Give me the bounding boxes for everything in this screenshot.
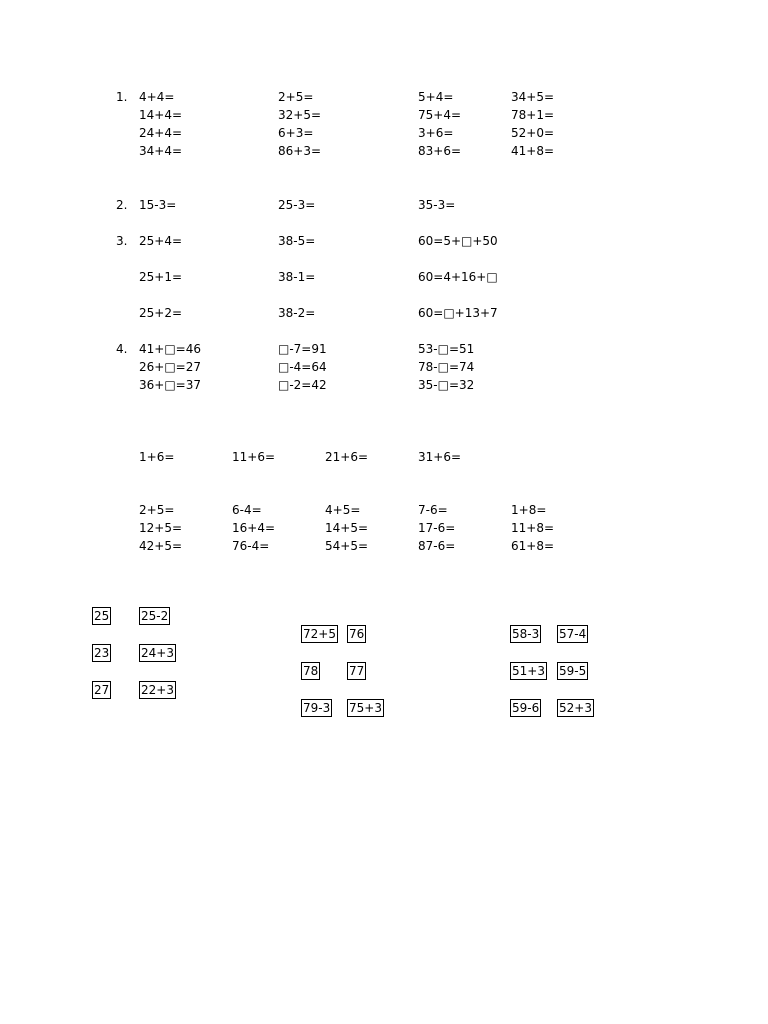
problem: 60=5+□+50 xyxy=(418,234,498,248)
problem: 25+1= xyxy=(139,270,183,284)
problem: 42+5= xyxy=(139,539,183,553)
section-3-number: 3. xyxy=(116,234,128,248)
problem: 32+5= xyxy=(278,108,322,122)
match-box: 57-4 xyxy=(559,627,587,641)
problem: 21+6= xyxy=(325,450,369,464)
problem: 60=4+16+□ xyxy=(418,270,498,284)
section-2-number: 2. xyxy=(116,198,128,212)
problem: 54+5= xyxy=(325,539,369,553)
problem: 36+□=37 xyxy=(139,378,201,392)
problem: 60=□+13+7 xyxy=(418,306,498,320)
problem: 34+5= xyxy=(511,90,555,104)
match-box: 79-3 xyxy=(303,701,331,715)
match-box: 59-5 xyxy=(559,664,587,678)
match-box: 76 xyxy=(349,627,365,641)
problem: 17-6= xyxy=(418,521,456,535)
match-box: 23 xyxy=(94,646,110,660)
problem: 12+5= xyxy=(139,521,183,535)
problem: 78+1= xyxy=(511,108,555,122)
problem: 5+4= xyxy=(418,90,454,104)
problem: 25-3= xyxy=(278,198,316,212)
problem: 4+4= xyxy=(139,90,175,104)
problem: 2+5= xyxy=(278,90,314,104)
match-box: 24+3 xyxy=(141,646,174,660)
problem: 76-4= xyxy=(232,539,270,553)
problem: 26+□=27 xyxy=(139,360,201,374)
problem: 78-□=74 xyxy=(418,360,475,374)
problem: 38-1= xyxy=(278,270,316,284)
problem: 16+4= xyxy=(232,521,276,535)
problem: 41+8= xyxy=(511,144,555,158)
match-box: 25 xyxy=(94,609,110,623)
problem: 2+5= xyxy=(139,503,175,517)
problem: 25+4= xyxy=(139,234,183,248)
problem: □-2=42 xyxy=(278,378,327,392)
problem: 87-6= xyxy=(418,539,456,553)
match-box: 51+3 xyxy=(512,664,545,678)
problem: 41+□=46 xyxy=(139,342,201,356)
problem: 11+6= xyxy=(232,450,276,464)
problem: 61+8= xyxy=(511,539,555,553)
match-box: 52+3 xyxy=(559,701,592,715)
problem: 83+6= xyxy=(418,144,462,158)
problem: □-4=64 xyxy=(278,360,327,374)
match-box: 75+3 xyxy=(349,701,382,715)
problem: □-7=91 xyxy=(278,342,327,356)
problem: 1+6= xyxy=(139,450,175,464)
problem: 34+4= xyxy=(139,144,183,158)
problem: 35-□=32 xyxy=(418,378,475,392)
problem: 1+8= xyxy=(511,503,547,517)
problem: 38-2= xyxy=(278,306,316,320)
problem: 38-5= xyxy=(278,234,316,248)
match-box: 78 xyxy=(303,664,319,678)
match-box: 72+5 xyxy=(303,627,336,641)
match-box: 25-2 xyxy=(141,609,169,623)
problem: 25+2= xyxy=(139,306,183,320)
problem: 52+0= xyxy=(511,126,555,140)
problem: 53-□=51 xyxy=(418,342,475,356)
problem: 6-4= xyxy=(232,503,262,517)
problem: 86+3= xyxy=(278,144,322,158)
problem: 4+5= xyxy=(325,503,361,517)
match-box: 58-3 xyxy=(512,627,540,641)
problem: 3+6= xyxy=(418,126,454,140)
section-1-number: 1. xyxy=(116,90,128,104)
match-box: 77 xyxy=(349,664,365,678)
problem: 14+5= xyxy=(325,521,369,535)
match-box: 27 xyxy=(94,683,110,697)
match-box: 22+3 xyxy=(141,683,174,697)
problem: 6+3= xyxy=(278,126,314,140)
problem: 14+4= xyxy=(139,108,183,122)
problem: 31+6= xyxy=(418,450,462,464)
problem: 24+4= xyxy=(139,126,183,140)
problem: 7-6= xyxy=(418,503,448,517)
problem: 11+8= xyxy=(511,521,555,535)
problem: 75+4= xyxy=(418,108,462,122)
problem: 35-3= xyxy=(418,198,456,212)
match-box: 59-6 xyxy=(512,701,540,715)
problem: 15-3= xyxy=(139,198,177,212)
section-4-number: 4. xyxy=(116,342,128,356)
